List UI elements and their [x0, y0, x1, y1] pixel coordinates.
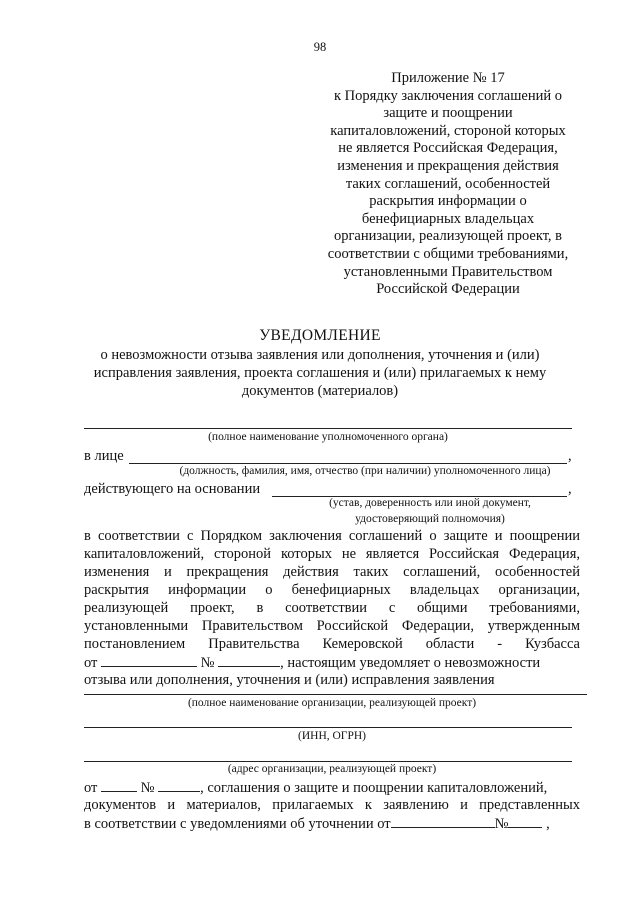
agreement-date-field[interactable] [101, 779, 137, 792]
number-sign: № [494, 816, 509, 832]
body-line: капиталовложений, стороной которых не является Российская Федерация, [84, 546, 580, 562]
address-field[interactable] [84, 761, 572, 762]
body-line: реализующей проект, в соответствии с общими требованиями, [84, 600, 580, 616]
appendix-line: к Порядку заключения соглашений о [334, 87, 562, 104]
person-caption: (должность, фамилия, имя, отчество (при наличии) уполномоченного лица) [179, 465, 551, 477]
inn-ogrn-caption: (ИНН, ОГРН) [298, 730, 366, 742]
number-sign: № [200, 655, 215, 671]
clarify-text: в соответствии с уведомлениями об уточнении от [84, 816, 391, 832]
appendix-line: установленными Правительством [343, 263, 553, 280]
in-person-label: в лице [84, 448, 124, 464]
inn-ogrn-field[interactable] [84, 727, 572, 728]
organization-caption: (полное наименование организации, реализующей проект) [187, 697, 477, 709]
clarify-comma: , [546, 816, 550, 832]
organization-name-field[interactable] [84, 694, 587, 695]
appendix-line: защите и поощрении [383, 105, 513, 122]
in-person-comma: , [568, 448, 572, 464]
body-line: раскрытия информации о бенефициарных владельцах организации, [84, 582, 580, 598]
clarify-date-field[interactable] [391, 815, 495, 828]
acting-comma: , [568, 481, 572, 497]
appendix-header [312, 70, 584, 299]
appendix-line: таких соглашений, особенностей [345, 175, 551, 192]
notify-text: , настоящим уведомляет о невозможности [280, 655, 541, 671]
body-line: в соответствии с Порядком заключения соглашений о защите и поощрении [84, 528, 580, 544]
clarify-number-field[interactable] [508, 815, 542, 828]
body-line: изменения и прекращения действия таких соглашений, особенностей [84, 564, 580, 580]
acting-label: действующего на основании [84, 481, 261, 497]
document-subtitle [0, 346, 640, 400]
from-label: от [84, 780, 98, 796]
body-line: постановлением Правительства Кемеровской области - Кузбасса [84, 636, 580, 652]
appendix-line: не является Российская Федерация, [338, 140, 558, 157]
appendix-line: организации, реализующей проект, в [333, 228, 563, 245]
body-last-line: отзыва или дополнения, уточнения и (или) исправления заявления [84, 672, 495, 688]
person-field[interactable] [129, 463, 567, 464]
appendix-line: раскрытия информации о [369, 193, 527, 210]
clarify-line [84, 815, 584, 833]
basis-caption: удостоверяющий полномочия) [355, 513, 505, 525]
appendix-line: капиталовложений, стороной которых [330, 122, 566, 139]
page-number: 98 [313, 40, 327, 54]
date-number-line [84, 654, 584, 672]
agreement-text: , соглашения о защите и поощрении капиталовложений, [200, 780, 548, 796]
subtitle-line: документов (материалов) [241, 383, 399, 399]
appendix-line: Приложение № 17 [391, 70, 505, 86]
agreement-line [84, 779, 584, 797]
date-field[interactable] [101, 654, 197, 667]
body-line: установленными Правительством Российской Федерации, утвержденным [84, 618, 580, 634]
number-field[interactable] [218, 654, 280, 667]
address-caption: (адрес организации, реализующей проект) [227, 763, 437, 775]
document-title: УВЕДОМЛЕНИЕ [259, 327, 381, 344]
authority-name-field[interactable] [84, 428, 572, 429]
from-label: от [84, 655, 98, 671]
appendix-line: бенефициарных владельцах [361, 210, 535, 227]
docs-line: документов и материалов, прилагаемых к заявлению и представленных [84, 797, 580, 813]
basis-caption: (устав, доверенность или иной документ, [329, 497, 531, 509]
number-sign: № [140, 780, 155, 796]
appendix-line: Российской Федерации [376, 281, 520, 298]
authority-caption: (полное наименование уполномоченного органа) [208, 431, 448, 443]
appendix-line: изменения и прекращения действия [337, 157, 559, 174]
agreement-number-field[interactable] [158, 779, 200, 792]
subtitle-line: о невозможности отзыва заявления или дополнения, уточнения и (или) [100, 347, 540, 363]
appendix-line: соответствии с общими требованиями, [327, 245, 569, 262]
subtitle-line: исправления заявления, проекта соглашения и (или) прилагаемых к нему [93, 365, 547, 381]
